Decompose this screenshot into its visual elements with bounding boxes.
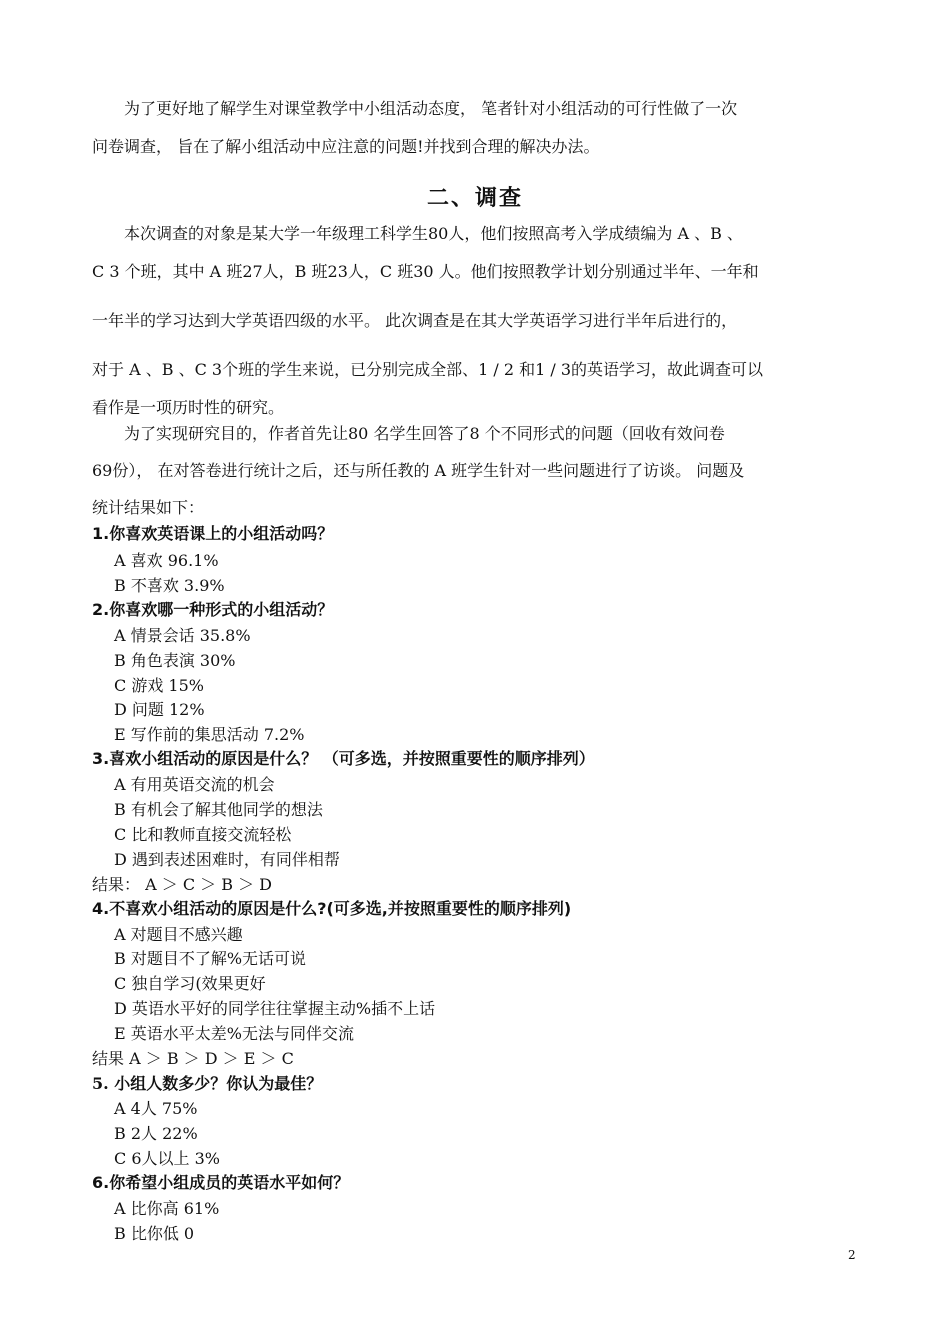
intro-line-2: 问卷调查， 旨在了解小组活动中应注意的问题!并找到合理的解决办法。: [92, 137, 600, 156]
question-4-option-d: D 英语水平好的同学往往掌握主动%插不上话: [114, 999, 436, 1018]
question-6-title: 6.你希望小组成员的英语水平如何？: [92, 1173, 350, 1192]
question-2-title: 2.你喜欢哪一种形式的小组活动？: [92, 600, 334, 619]
body-line-8: 统计结果如下：: [92, 498, 205, 517]
question-4-title: 4.不喜欢小组活动的原因是什么?(可多选,并按照重要性的顺序排列): [92, 899, 572, 918]
question-4-option-c: C 独自学习(效果更好: [114, 974, 266, 993]
body-line-5: 看作是一项历时性的研究。: [92, 398, 285, 417]
question-6-option-b: B 比你低 0: [114, 1224, 195, 1243]
page-number: 2: [848, 1248, 856, 1262]
question-5-option-a: A 4人 75%: [114, 1099, 198, 1118]
section-title: 二、调查: [426, 186, 523, 211]
question-3-option-d: D 遇到表述困难时，有同伴相帮: [114, 850, 340, 869]
question-3-option-a: A 有用英语交流的机会: [114, 775, 275, 794]
question-3-option-c: C 比和教师直接交流轻松: [114, 825, 292, 844]
question-2-option-b: B 角色表演 30%: [114, 651, 236, 670]
body-line-7: 69份）， 在对答卷进行统计之后，还与所任教的 A 班学生针对一些问题进行了访谈。 问题及: [92, 461, 745, 480]
question-1-option-b: B 不喜欢 3.9%: [114, 576, 225, 595]
question-6-option-a: A 比你高 61%: [114, 1199, 220, 1218]
question-4-option-e: E 英语水平太差%无法与同伴交流: [114, 1024, 354, 1043]
intro-line-1: 为了更好地了解学生对课堂教学中小组活动态度， 笔者针对小组活动的可行性做了一次: [92, 99, 738, 118]
body-line-4: 对于 A 、B 、C 3个班的学生来说，已分别完成全部、1 / 2 和1 / 3的英语学习，故此调查可以: [92, 360, 764, 379]
question-2-option-e: E 写作前的集思活动 7.2%: [114, 725, 305, 744]
body-line-1: 本次调查的对象是某大学一年级理工科学生80人，他们按照高考入学成绩编为 A 、B 、: [92, 224, 743, 243]
question-2-option-d: D 问题 12%: [114, 700, 205, 719]
question-4-option-a: A 对题目不感兴趣: [114, 925, 243, 944]
question-2-option-c: C 游戏 15%: [114, 676, 204, 695]
question-5-option-b: B 2人 22%: [114, 1124, 198, 1143]
question-3-option-b: B 有机会了解其他同学的想法: [114, 800, 323, 819]
question-4-result: 结果 A ＞ B ＞ D ＞ E ＞ C: [92, 1049, 294, 1068]
question-1-title: 1.你喜欢英语课上的小组活动吗？: [92, 524, 334, 543]
question-5-option-c: C 6人以上 3%: [114, 1149, 220, 1168]
body-line-3: 一年半的学习达到大学英语四级的水平。 此次调查是在其大学英语学习进行半年后进行的，: [92, 311, 738, 330]
question-1-option-a: A 喜欢 96.1%: [114, 551, 219, 570]
question-3-result: 结果： A ＞ C ＞ B ＞ D: [92, 875, 272, 894]
question-2-option-a: A 情景会话 35.8%: [114, 626, 251, 645]
question-3-title: 3.喜欢小组活动的原因是什么？ （可多选，并按照重要性的顺序排列）: [92, 749, 595, 768]
question-4-option-b: B 对题目不了解%无话可说: [114, 949, 307, 968]
body-line-6: 为了实现研究目的，作者首先让80 名学生回答了8 个不同形式的问题（回收有效问卷: [92, 424, 725, 443]
body-line-2: C 3 个班，其中 A 班27人，B 班23人，C 班30 人。他们按照教学计划分别通过半年、一年和: [92, 262, 759, 281]
question-5-title: 5. 小组人数多少？你认为最佳？: [92, 1074, 323, 1093]
